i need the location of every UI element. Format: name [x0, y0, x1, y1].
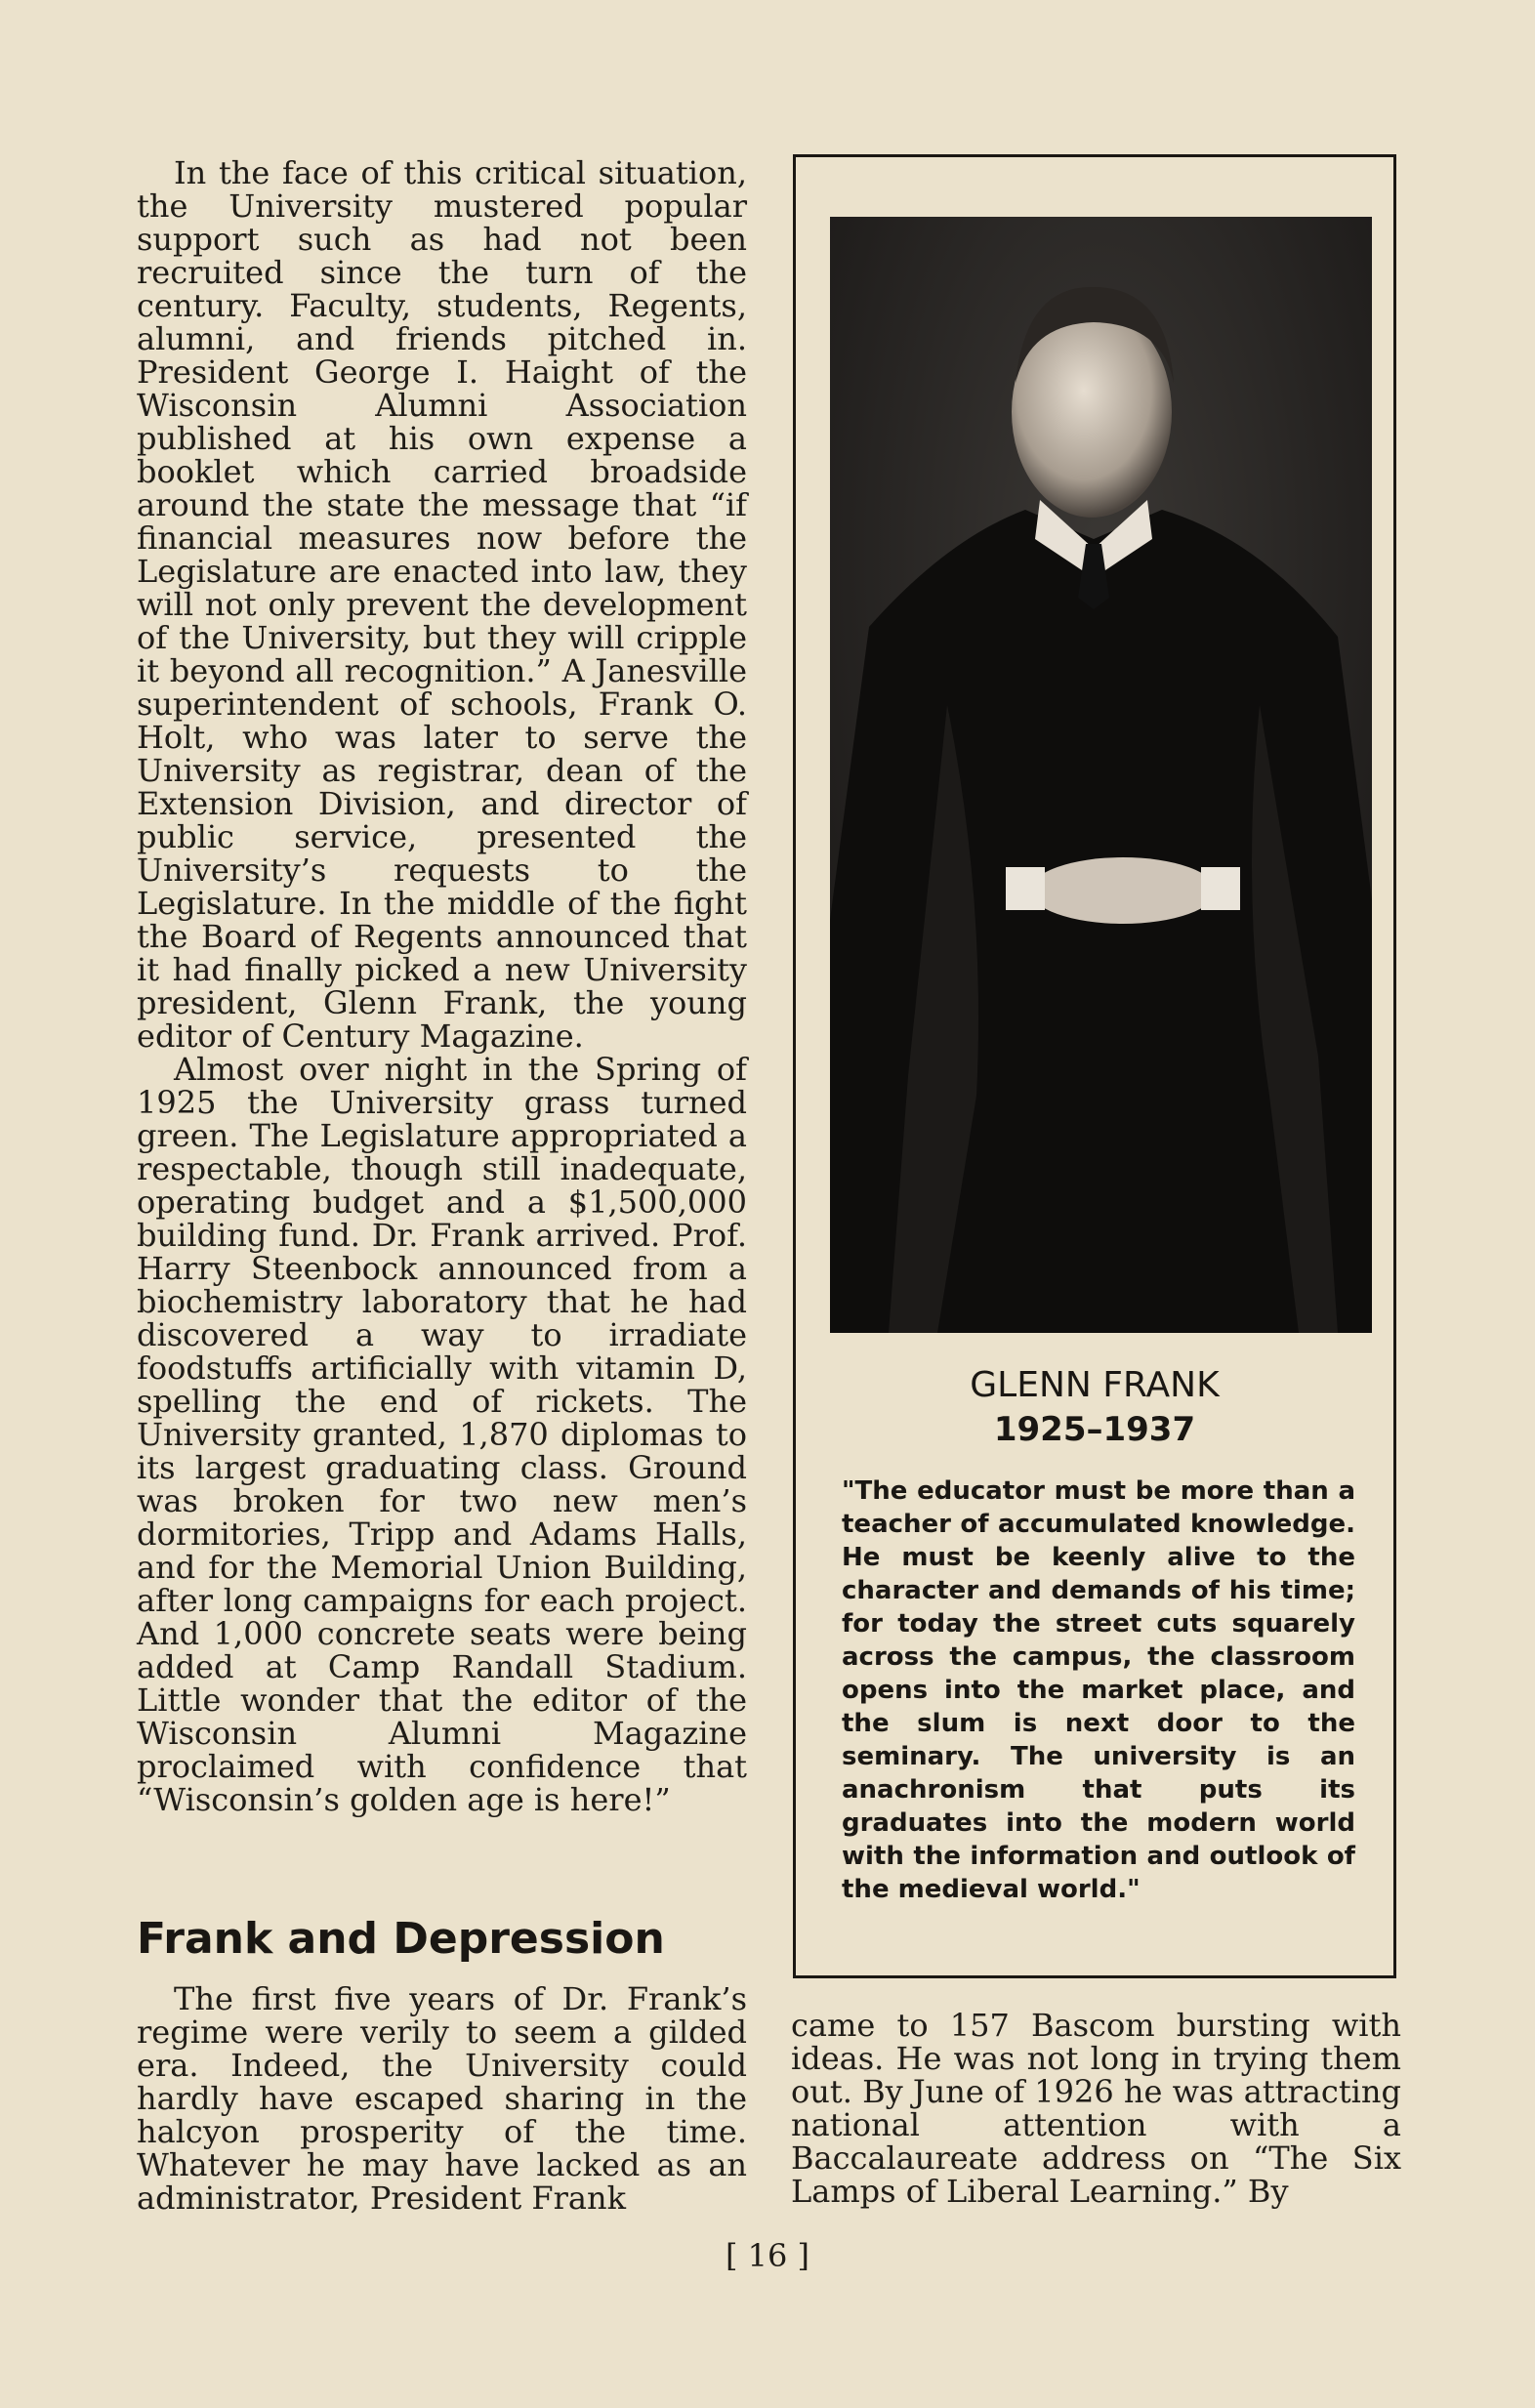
body-text-column-right-bottom: [791, 2009, 1401, 2208]
portrait-caption-years: 1925–1937: [993, 1410, 1196, 1449]
body-text-column-left-bottom: [137, 1982, 747, 2215]
body-paragraph: came to 157 Bascom bursting with ideas. He was not long in trying them out. By June of 1926 he was attracting national attention with a Baccalaureate address on “The Six Lamps of Liberal Learning.” By: [791, 2007, 1401, 2210]
portrait-quote: "The educator must be more than a teacher of accumulated knowledge. He must be keenly alive to the character and demands of his time; for today the street cuts squarely across the campus, the classroom opens into the market place, and the slum is next door to the seminary. The university is an anachronism that puts its graduates into the modern world with the information and outlook of the medieval world.": [842, 1476, 1355, 1904]
page-number: [ 16 ]: [725, 2237, 810, 2274]
body-text-column-left: [137, 156, 747, 1816]
portrait-caption-name: GLENN FRANK: [970, 1365, 1220, 1405]
body-paragraph: Almost over night in the Spring of 1925 the University grass turned green. The Legislature appropriated a respectable, though still inadequate, operating budget and a $1,500,000 building fund. Dr. Frank arrived. Prof. Harry Steenbock announced from a biochemistry laboratory that he had discovered a way to irradiate foodstuffs artificially with vitamin D, spelling the end of rickets. The University granted, 1,870 diplomas to its largest graduating class. Ground was broken for two new men’s dormitories, Tripp and Adams Halls, and for the Memorial Union Building, after long campaigns for each project. And 1,000 concrete seats were being added at Camp Randall Stadium. Little wonder that the editor of the Wisconsin Alumni Magazine proclaimed with confidence that “Wisconsin’s golden age is here!”: [137, 1051, 747, 1818]
portrait-illustration: [830, 217, 1372, 1333]
body-paragraph: The first five years of Dr. Frank’s regime were verily to seem a gilded era. Indeed, the University could hardly have escaped sharing in the halcyon prosperity of the time. Whatever he may have lacked as an administrator, President Frank: [137, 1980, 747, 2217]
portrait-photo: [830, 217, 1372, 1333]
body-paragraph: In the face of this critical situation, the University mustered popular support such as had not been recruited since the turn of the century. Faculty, students, Regents, alumni, and friends pitched in. President George I. Haight of the Wisconsin Alumni Association published at his own expense a booklet which carried broadside around the state the message that “if financial measures now before the Legislature are enacted into law, they will not only prevent the development of the University, but they will cripple it beyond all recognition.” A Janesville superintendent of schools, Frank O. Holt, who was later to serve the University as registrar, dean of the Extension Division, and director of public service, presented the University’s requests to the Legislature. In the middle of the fight the Board of Regents announced that it had finally picked a new University president, Glenn Frank, the young editor of Century Magazine.: [137, 154, 747, 1055]
section-heading: Frank and Depression: [137, 1914, 665, 1964]
